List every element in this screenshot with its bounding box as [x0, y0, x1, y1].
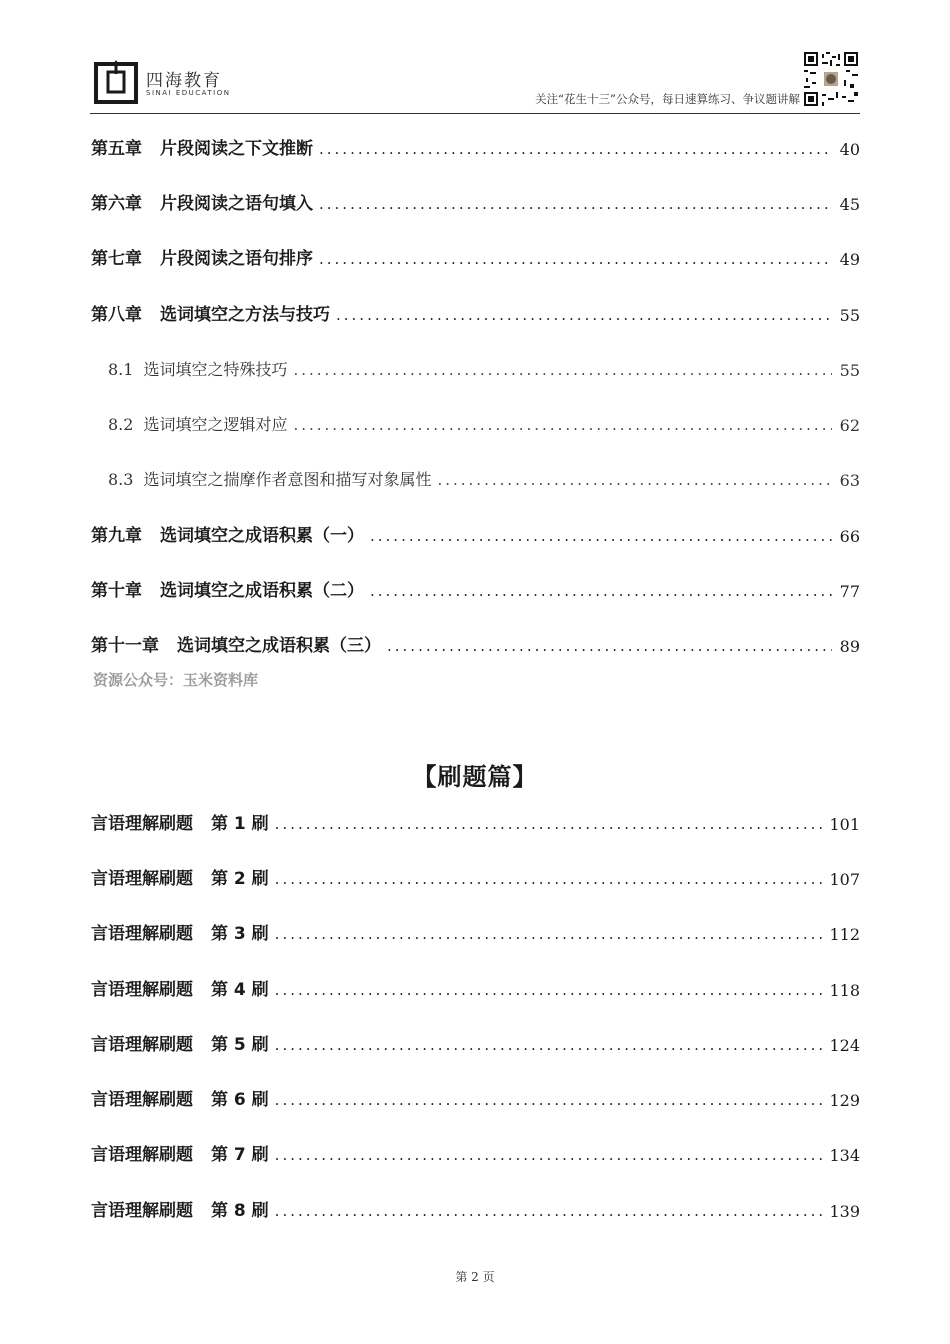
toc-entry[interactable]: [91, 1031, 860, 1055]
toc-entry[interactable]: [91, 1086, 860, 1110]
toc-entry[interactable]: [91, 632, 860, 656]
toc-entry[interactable]: [91, 577, 860, 601]
toc-entry-label: [91, 809, 269, 834]
toc-entry-title: 第 8 刷: [211, 1201, 269, 1221]
toc-entry-page: 45: [839, 195, 860, 214]
toc-leader-dots: [275, 980, 824, 1000]
toc-entry-page: 55: [839, 361, 860, 380]
toc-entry-page: 129: [829, 1091, 860, 1110]
toc-leader-dots: [275, 869, 824, 889]
toc-entry[interactable]: [91, 135, 860, 159]
toc-entry[interactable]: [91, 810, 860, 834]
page-number: 第 2 页: [455, 1270, 495, 1284]
toc-entry[interactable]: [91, 976, 860, 1000]
toc-entry-title: 选词填空之揣摩作者意图和描写对象属性: [143, 470, 432, 489]
toc-entry-page: 77: [839, 582, 860, 601]
toc-entry-label: [91, 134, 313, 159]
toc-entry-chapter: 第十一章: [91, 636, 159, 656]
toc-entry-chapter: 言语理解刷题: [91, 1090, 193, 1110]
toc-entry-page: 49: [839, 250, 860, 269]
toc-entry[interactable]: [91, 1197, 860, 1221]
toc-entry-label: [91, 467, 431, 490]
toc-leader-dots: [370, 526, 832, 546]
toc-entry-page: 66: [839, 527, 860, 546]
toc-entry-page: 62: [839, 416, 860, 435]
toc-entry-title: 选词填空之成语积累（三）: [177, 636, 381, 656]
toc-entry-page: 55: [839, 306, 860, 325]
toc-entry-chapter: 言语理解刷题: [91, 1145, 193, 1165]
toc-entry-chapter: 第八章: [91, 305, 142, 325]
toc-entry-page: 139: [829, 1202, 860, 1221]
toc-leader-dots: [275, 1201, 824, 1221]
header-divider: [90, 113, 860, 114]
toc-entry-page: 89: [839, 637, 860, 656]
toc-entry-chapter: 第七章: [91, 249, 142, 269]
toc-leader-dots: [275, 924, 824, 944]
toc-entry-chapter: 第十章: [91, 581, 142, 601]
toc-entry-chapter: 第五章: [91, 139, 142, 159]
toc-entry-chapter: 言语理解刷题: [91, 1201, 193, 1221]
toc-entry-title: 第 1 刷: [211, 814, 269, 834]
toc-entry-label: [91, 975, 269, 1000]
qr-code-icon: [804, 52, 858, 106]
toc-subsection-entry[interactable]: [91, 356, 860, 380]
toc-entry-label: [91, 244, 313, 269]
header-slogan: 关注“花生十三”公众号，每日速算练习、争议题讲解: [535, 92, 800, 106]
toc-leader-dots: [319, 249, 832, 269]
toc-leader-dots: [275, 814, 824, 834]
toc-entry-title: 片段阅读之语句填入: [160, 194, 313, 214]
toc-entry-page: 101: [829, 815, 860, 834]
toc-entry-label: [91, 1085, 269, 1110]
toc-entry-title: 第 5 刷: [211, 1035, 269, 1055]
toc-leader-dots: [387, 636, 832, 656]
toc-entry-label: [91, 1140, 269, 1165]
toc-entry-chapter: 8.2: [108, 415, 134, 434]
toc-entry-page: 63: [839, 471, 860, 490]
toc-entry-label: [91, 919, 269, 944]
toc-entry-title: 第 2 刷: [211, 869, 269, 889]
page-header: [0, 0, 950, 116]
toc-leader-dots: [293, 415, 832, 435]
toc-entry[interactable]: [91, 1141, 860, 1165]
toc-entry-chapter: 8.3: [108, 470, 134, 489]
toc-entry-page: 112: [829, 925, 860, 944]
brand-name-en: SINAI EDUCATION: [146, 89, 231, 97]
toc-entry-page: 134: [829, 1146, 860, 1165]
toc-subsection-entry[interactable]: [91, 411, 860, 435]
toc-entry-title: 第 7 刷: [211, 1145, 269, 1165]
toc-entry[interactable]: [91, 245, 860, 269]
toc-entry-label: [91, 576, 364, 601]
toc-leader-dots: [275, 1090, 824, 1110]
toc-entry-page: 40: [839, 140, 860, 159]
toc-leader-dots: [275, 1035, 824, 1055]
toc-entry[interactable]: [91, 190, 860, 214]
toc-leader-dots: [336, 305, 832, 325]
section-title: 【刷题篇】: [412, 763, 538, 791]
logo-icon: [94, 60, 138, 104]
toc-entry-title: 第 4 刷: [211, 980, 269, 1000]
toc-entry[interactable]: [91, 301, 860, 325]
brand-name: 四海教育: [146, 71, 222, 91]
toc-entry-label: [91, 357, 287, 380]
toc-entry-title: 选词填空之逻辑对应: [143, 415, 288, 434]
toc-entry-title: 第 3 刷: [211, 924, 269, 944]
toc-leader-dots: [319, 139, 832, 159]
toc-leader-dots: [437, 470, 832, 490]
toc-entry-label: [91, 1030, 269, 1055]
toc-entry-title: 选词填空之成语积累（二）: [160, 581, 364, 601]
toc-entry-chapter: 言语理解刷题: [91, 924, 193, 944]
toc-leader-dots: [370, 581, 832, 601]
toc-entry[interactable]: [91, 865, 860, 889]
toc-entry-chapter: 言语理解刷题: [91, 814, 193, 834]
source-note: 资源公众号：玉米资料库: [93, 671, 259, 689]
toc-leader-dots: [293, 360, 832, 380]
toc-entry[interactable]: [91, 920, 860, 944]
toc-entry-title: 选词填空之方法与技巧: [160, 305, 330, 325]
toc-entry-chapter: 第六章: [91, 194, 142, 214]
toc-entry-title: 选词填空之成语积累（一）: [160, 526, 364, 546]
toc-subsection-entry[interactable]: [91, 466, 860, 490]
toc-entry-label: [91, 300, 330, 325]
toc-leader-dots: [275, 1145, 824, 1165]
toc-entry-label: [91, 864, 269, 889]
toc-entry-chapter: 8.1: [108, 360, 134, 379]
toc-entry-title: 片段阅读之语句排序: [160, 249, 313, 269]
toc-leader-dots: [319, 194, 832, 214]
toc-entry-page: 124: [829, 1036, 860, 1055]
toc-entry-label: [91, 189, 313, 214]
toc-entry-chapter: 言语理解刷题: [91, 980, 193, 1000]
toc-entry-page: 118: [829, 981, 860, 1000]
toc-entry-chapter: 言语理解刷题: [91, 1035, 193, 1055]
toc-entry-chapter: 言语理解刷题: [91, 869, 193, 889]
toc-entry-page: 107: [829, 870, 860, 889]
toc-entry-title: 第 6 刷: [211, 1090, 269, 1110]
toc-entry-title: 片段阅读之下文推断: [160, 139, 313, 159]
toc-entry[interactable]: [91, 522, 860, 546]
toc-entry-label: [91, 521, 364, 546]
toc-entry-chapter: 第九章: [91, 526, 142, 546]
toc-entry-label: [91, 631, 381, 656]
toc-entry-title: 选词填空之特殊技巧: [143, 360, 288, 379]
toc-entry-label: [91, 412, 287, 435]
toc-entry-label: [91, 1196, 269, 1221]
